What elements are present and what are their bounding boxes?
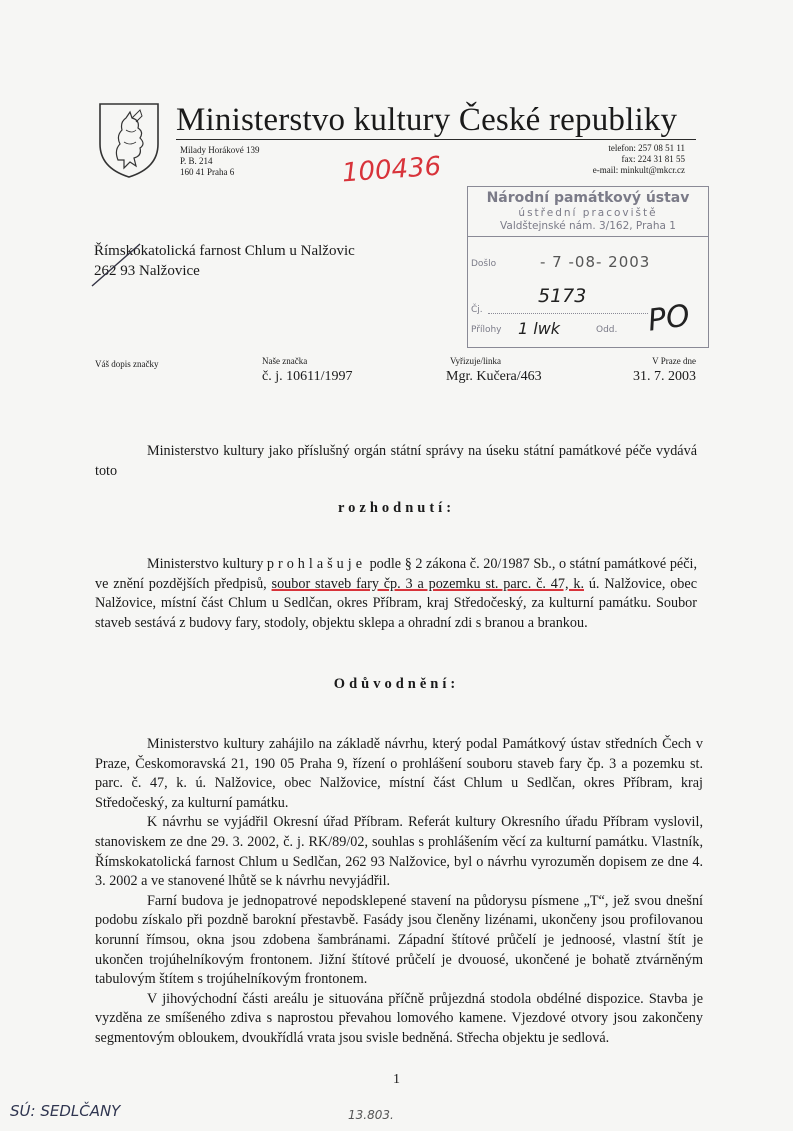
stamp-attachments-value: 1 lwk: [518, 319, 561, 338]
stamp-cj-label: Čj.: [471, 305, 483, 315]
decision-underlined: soubor staveb fary čp. 3 a pozemku st. parc. č. 47, k.: [271, 575, 584, 592]
header-rule: [176, 139, 696, 140]
handler-value: Mgr. Kučera/463: [446, 369, 542, 384]
received-stamp: [467, 186, 709, 348]
contact-line: telefon: 257 08 51 11: [608, 143, 685, 153]
intro-paragraph: [95, 442, 697, 481]
contact-line: e-mail: minkult@mkcr.cz: [592, 165, 685, 175]
handwritten-number: 100436: [341, 151, 443, 189]
stamp-received-date: - 7 -08- 2003: [540, 253, 651, 271]
our-ref-label: Naše značka: [262, 356, 308, 366]
date-value: 31. 7. 2003: [633, 369, 696, 384]
stamp-org: Národní památkový ústav: [486, 190, 690, 206]
reasoning-paragraph-4: V jihovýchodní části areálu je situována příčně průjezdná stodola obdélné dispozice. Stavba je vyzděna ze smíšeného zdiva s naprostou převahou lomového kamene. Vjezdové otvory jsou zakončeny segmentovým obloukem, dvoukřídlá vrata jsou svisle bedněná. Střecha objektu je sedlová.: [95, 990, 703, 1046]
reasoning-body: [95, 735, 703, 1049]
ministry-address: [180, 145, 259, 178]
your-letter-label: Váš dopis značky: [95, 359, 159, 369]
handler-label: Vyřizuje/linka: [450, 356, 501, 366]
handwritten-note-center: 13.803.: [348, 1108, 394, 1122]
page-number: 1: [393, 1072, 400, 1087]
stamp-received-label: Došlo: [471, 259, 497, 269]
our-ref-value: č. j. 10611/1997: [262, 369, 353, 384]
stamp-dept-label: Odd.: [596, 325, 618, 335]
reasoning-paragraph-1: Ministerstvo kultury zahájilo na základě návrhu, který podal Památkový ústav středních Čech v Praze, Českomoravská 21, 190 05 Praha 9, řízení o prohlášení souboru staveb fary čp. 3 a pozemku st. parc. č. 47, k. ú. Nalžovice, obec Nalžovice, místní část Chlum u Sedlčan, okres Příbram, kraj Středočeský, za kulturní památku.: [95, 736, 703, 811]
ministry-title: Ministerstvo kultury České republiky: [176, 102, 678, 138]
reasoning-paragraph-3: Farní budova je jednopatrové nepodsklepené stavení na půdorysu písmene „T“, jež svou dnešní podobu získalo při pozdně barokní přestavbě. Fasády jsou členěny lizénami, ukončeny jsou profilovanou korunní římsou, okna jsou zdobena šambránami. Západní štítové průčelí je jednoosé, vlastní štít je ukončen trojúhelníkovým frontonem. Jižní štítové průčelí je dvouosé, ukončené je bohatě ztvárněným tabulovým štítem s trojúhelníkovým frontonem.: [95, 892, 703, 988]
coat-of-arms-icon: [96, 100, 162, 180]
stamp-cj-value: 5173: [538, 285, 587, 307]
stamp-address: Valdštejnské nám. 3/162, Praha 1: [500, 220, 676, 232]
contact-line: fax: 224 31 81 55: [621, 154, 685, 164]
recipient-address: 262 93 Nalžovice: [94, 263, 200, 279]
decision-text-2: podle § 2 zákona č. 20/1987 Sb., o státní památkové péči, ve znění pozdějších předpisů,: [95, 556, 697, 592]
reasoning-paragraph-2: K návrhu se vyjádřil Okresní úřad Příbram. Referát kultury Okresního úřadu Příbram vyslovil, stanoviskem ze dne 29. 3. 2002, č. j. RK/89/02, souhlas s prohlášením věcí za kulturní památku. Vlastník, Římskokatolická farnost Chlum u Sedlčan, 262 93 Nalžovice, byl o návrhu vyrozuměn dopisem ze dne 4. 3. 2002 a ve stanovené lhůtě se k návrhu nevyjádřil.: [95, 814, 703, 890]
ministry-contacts: [540, 143, 685, 176]
date-label: V Praze dne: [652, 356, 696, 366]
intro-text: Ministerstvo kultury jako příslušný orgán státní správy na úseku státní památkové péče vydává toto: [95, 443, 697, 479]
decision-text-1: Ministerstvo kultury: [147, 556, 267, 572]
decision-verb: prohlašuje: [266, 556, 366, 572]
strike-mark: [88, 238, 148, 290]
address-line: 160 41 Praha 6: [180, 167, 235, 177]
handwritten-note-left: SÚ: SEDLČANY: [10, 1102, 121, 1120]
decision-heading: rozhodnutí:: [337, 500, 456, 516]
stamp-dept-value: PO: [645, 298, 692, 339]
reasoning-heading: Odůvodnění:: [333, 676, 460, 692]
decision-text-3: ú. Nalžovice, obec Nalžovice, místní část Chlum u Sedlčan, okres Příbram, kraj Středočeský, za kulturní památku. Soubor staveb sestává z budovy fary, stodoly, objektu sklepa a ohradní zdi s branou a brankou.: [95, 575, 697, 631]
recipient-name: Římskokatolická farnost Chlum u Nalžovic: [94, 243, 355, 259]
decision-paragraph: [95, 555, 697, 633]
address-line: Milady Horákové 139: [180, 145, 260, 155]
address-line: P. B. 214: [180, 156, 213, 166]
stamp-sub: ústřední pracoviště: [518, 207, 658, 219]
stamp-attachments-label: Přílohy: [471, 325, 502, 335]
